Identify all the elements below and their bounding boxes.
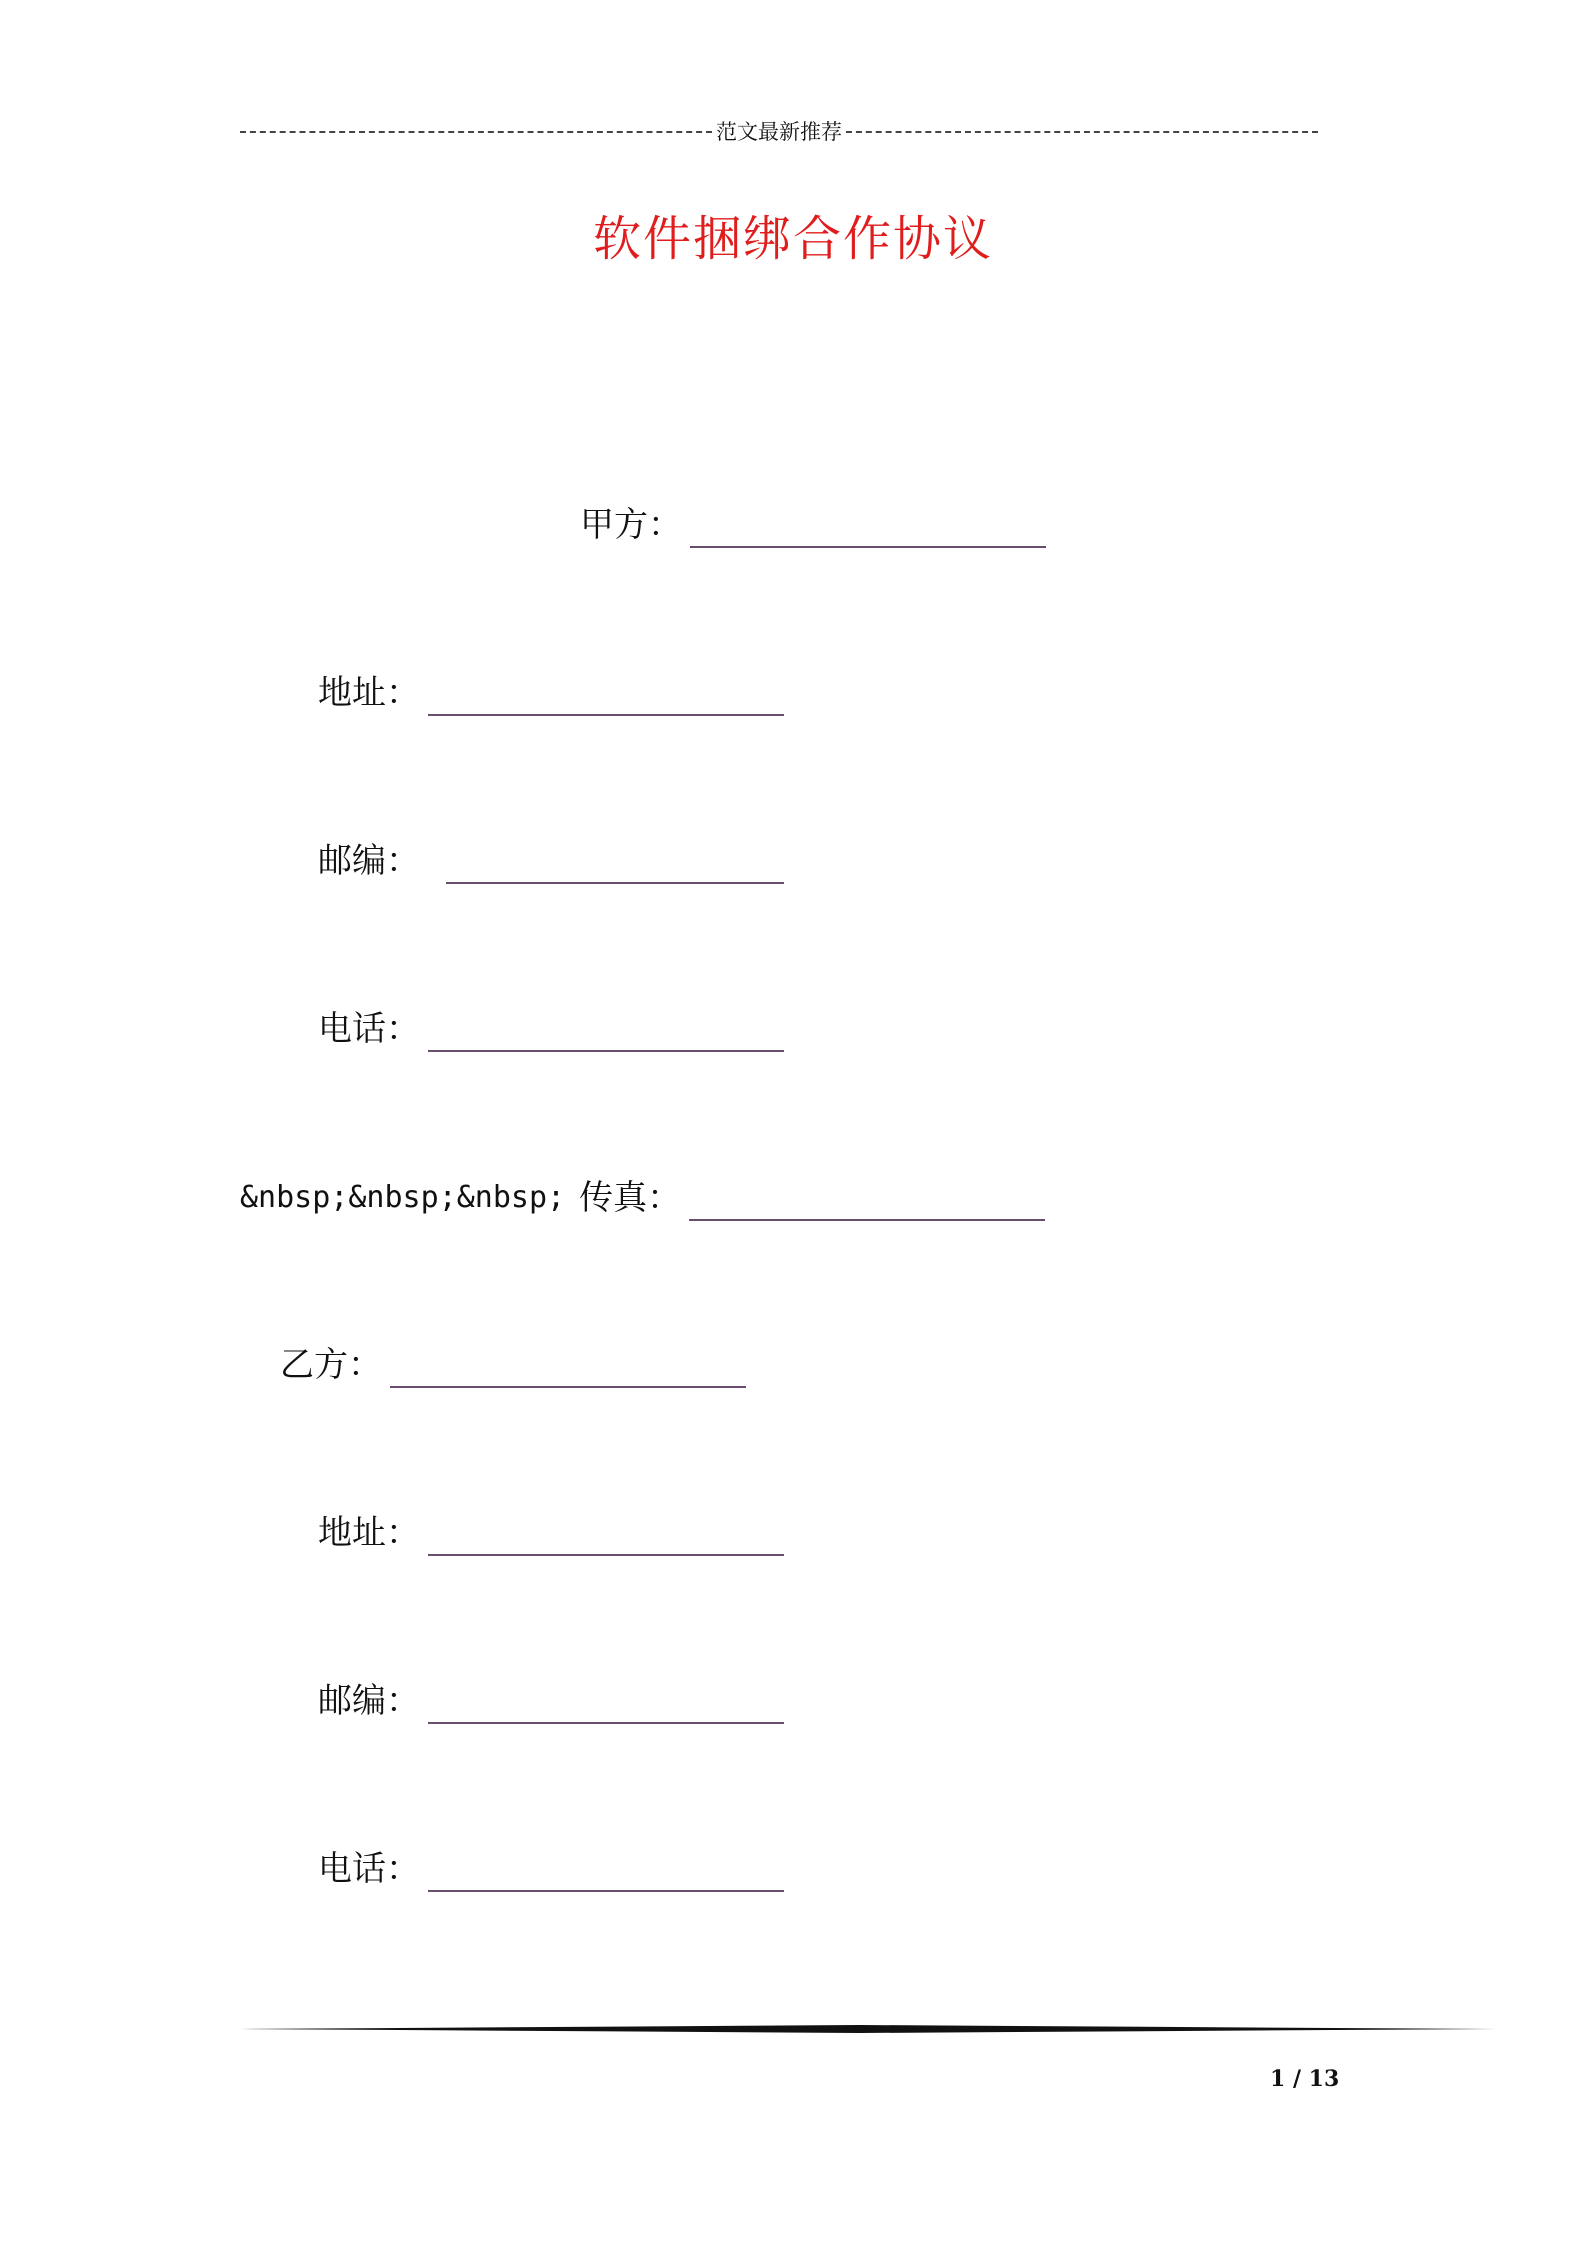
party-a-fax-field [240, 1178, 1045, 1218]
party-b-address-field [318, 1513, 784, 1553]
party-b-address-blank[interactable] [428, 1554, 784, 1556]
header-dash-right [846, 131, 1318, 133]
party-b-postcode-field [318, 1681, 784, 1721]
party-a-phone-blank[interactable] [428, 1050, 784, 1052]
party-b-postcode-label: 邮编： [318, 1681, 420, 1721]
party-b-name-label: 乙方： [280, 1345, 382, 1385]
party-a-postcode-label: 邮编： [318, 841, 420, 881]
party-a-name-field [580, 505, 1046, 545]
party-b-name-field [280, 1345, 746, 1385]
party-a-name-label: 甲方： [580, 505, 682, 545]
party-a-postcode-field [318, 841, 784, 881]
party-b-phone-field [318, 1849, 784, 1889]
page-number: 1 / 13 [1270, 2066, 1340, 2092]
party-a-fax-blank[interactable] [689, 1219, 1045, 1221]
fax-prefix-text: &nbsp;&nbsp;&nbsp; [240, 1180, 566, 1215]
party-a-address-field [318, 673, 784, 713]
party-a-name-blank[interactable] [690, 546, 1046, 548]
party-b-postcode-blank[interactable] [428, 1722, 784, 1724]
party-a-postcode-blank[interactable] [446, 882, 784, 884]
party-a-phone-field [318, 1009, 784, 1049]
party-a-address-blank[interactable] [428, 714, 784, 716]
party-b-phone-label: 电话： [318, 1849, 420, 1889]
party-a-fax-label: 传真： [579, 1178, 682, 1218]
footer-rule [240, 2024, 1496, 2034]
document-title: 软件捆绑合作协议 [592, 211, 993, 267]
party-b-address-label: 地址： [318, 1513, 420, 1553]
party-b-phone-blank[interactable] [428, 1890, 784, 1892]
party-a-phone-label: 电话： [318, 1009, 420, 1049]
party-a-address-label: 地址： [318, 673, 420, 713]
party-b-name-blank[interactable] [390, 1386, 746, 1388]
header-dash-left [240, 131, 712, 133]
header-text: 范文最新推荐 [716, 120, 842, 144]
page-header [240, 116, 1318, 146]
